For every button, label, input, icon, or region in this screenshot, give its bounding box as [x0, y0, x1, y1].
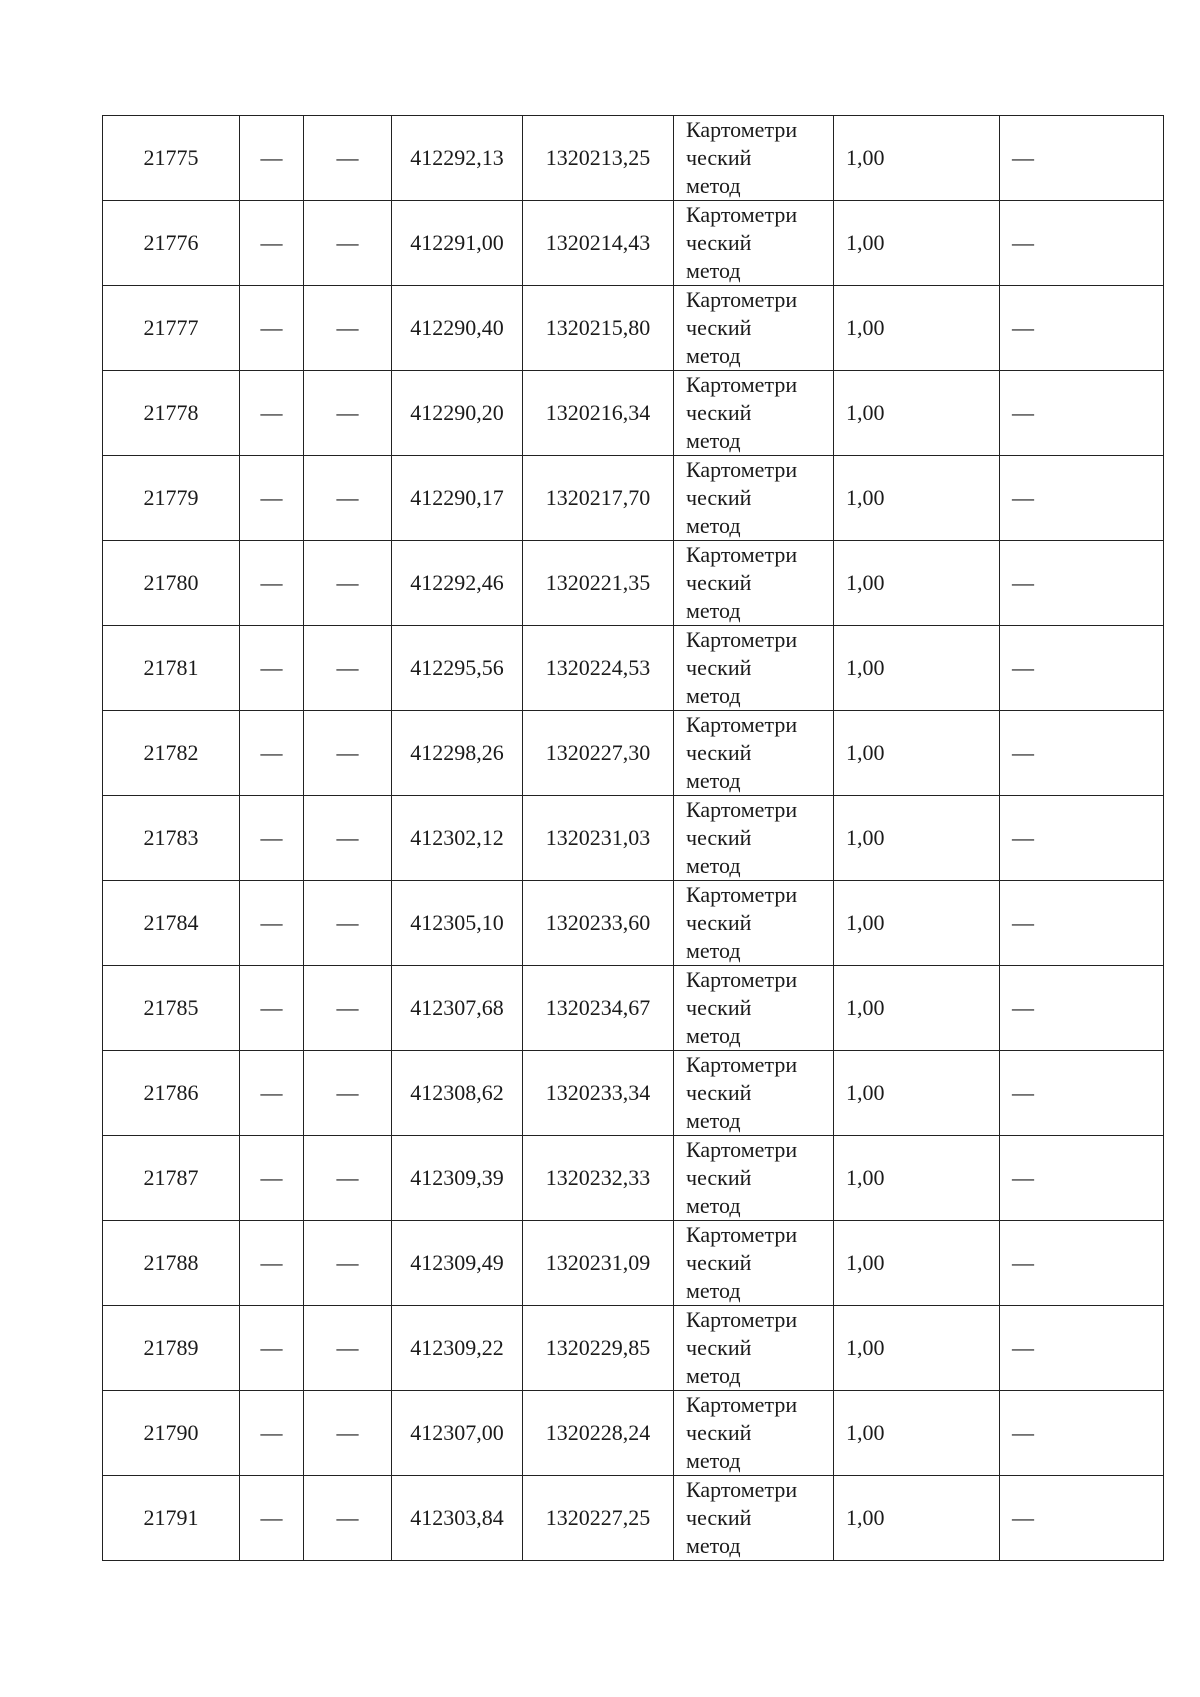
accuracy-cell: 1,00 [834, 286, 1000, 371]
method-text-line: ческий [686, 1080, 752, 1105]
point-number-cell: 21784 [103, 881, 240, 966]
point-number-cell: 21786 [103, 1051, 240, 1136]
y-coordinate-cell: 1320224,53 [523, 626, 674, 711]
method-text-line: метод [686, 938, 741, 963]
description-cell: — [1000, 371, 1164, 456]
method-cell [674, 286, 834, 371]
table-row [103, 116, 1164, 201]
method-cell [674, 796, 834, 881]
y-coordinate-cell: 1320228,24 [523, 1391, 674, 1476]
y-coordinate-cell: 1320213,25 [523, 116, 674, 201]
empty-x-cell: — [240, 1306, 304, 1391]
method-text-line: ческий [686, 1505, 752, 1530]
accuracy-cell: 1,00 [834, 1476, 1000, 1561]
point-number-cell: 21775 [103, 116, 240, 201]
method-cell [674, 201, 834, 286]
description-cell: — [1000, 881, 1164, 966]
accuracy-cell: 1,00 [834, 1391, 1000, 1476]
table-row [103, 626, 1164, 711]
y-coordinate-cell: 1320232,33 [523, 1136, 674, 1221]
table-row [103, 201, 1164, 286]
method-text-line: Картометри [686, 627, 798, 652]
description-cell: — [1000, 201, 1164, 286]
y-coordinate-cell: 1320217,70 [523, 456, 674, 541]
point-number-cell: 21779 [103, 456, 240, 541]
method-cell [674, 116, 834, 201]
table-row [103, 371, 1164, 456]
coordinates-table [102, 115, 1164, 1561]
empty-y-cell: — [304, 626, 392, 711]
table-row [103, 1391, 1164, 1476]
point-number-cell: 21783 [103, 796, 240, 881]
table-row [103, 1051, 1164, 1136]
table-row [103, 881, 1164, 966]
empty-x-cell: — [240, 1391, 304, 1476]
empty-x-cell: — [240, 201, 304, 286]
method-text-line: ческий [686, 570, 752, 595]
method-cell [674, 1221, 834, 1306]
method-text-line: Картометри [686, 1137, 798, 1162]
table-row [103, 1136, 1164, 1221]
description-cell: — [1000, 116, 1164, 201]
empty-x-cell: — [240, 711, 304, 796]
point-number-cell: 21790 [103, 1391, 240, 1476]
table-row [103, 966, 1164, 1051]
method-text-line: метод [686, 598, 741, 623]
empty-y-cell: — [304, 1306, 392, 1391]
accuracy-cell: 1,00 [834, 881, 1000, 966]
method-cell [674, 541, 834, 626]
description-cell: — [1000, 1306, 1164, 1391]
method-cell [674, 626, 834, 711]
method-cell [674, 1476, 834, 1561]
empty-y-cell: — [304, 966, 392, 1051]
method-text-line: ческий [686, 655, 752, 680]
y-coordinate-cell: 1320214,43 [523, 201, 674, 286]
method-cell [674, 711, 834, 796]
method-text-line: метод [686, 1448, 741, 1473]
point-number-cell: 21777 [103, 286, 240, 371]
x-coordinate-cell: 412290,40 [392, 286, 523, 371]
method-cell [674, 456, 834, 541]
description-cell: — [1000, 456, 1164, 541]
method-text-line: Картометри [686, 372, 798, 397]
method-text-line: метод [686, 258, 741, 283]
description-cell: — [1000, 1221, 1164, 1306]
accuracy-cell: 1,00 [834, 1136, 1000, 1221]
x-coordinate-cell: 412309,49 [392, 1221, 523, 1306]
y-coordinate-cell: 1320227,25 [523, 1476, 674, 1561]
method-text-line: Картометри [686, 117, 798, 142]
y-coordinate-cell: 1320233,34 [523, 1051, 674, 1136]
accuracy-cell: 1,00 [834, 796, 1000, 881]
description-cell: — [1000, 1476, 1164, 1561]
method-text-line: Картометри [686, 542, 798, 567]
empty-x-cell: — [240, 541, 304, 626]
accuracy-cell: 1,00 [834, 541, 1000, 626]
method-text-line: ческий [686, 825, 752, 850]
table-row [103, 1306, 1164, 1391]
description-cell: — [1000, 1051, 1164, 1136]
accuracy-cell: 1,00 [834, 626, 1000, 711]
table-row [103, 711, 1164, 796]
method-text-line: ческий [686, 315, 752, 340]
method-text-line: ческий [686, 1335, 752, 1360]
point-number-cell: 21785 [103, 966, 240, 1051]
method-text-line: Картометри [686, 967, 798, 992]
accuracy-cell: 1,00 [834, 966, 1000, 1051]
table-row [103, 1221, 1164, 1306]
y-coordinate-cell: 1320233,60 [523, 881, 674, 966]
y-coordinate-cell: 1320234,67 [523, 966, 674, 1051]
y-coordinate-cell: 1320215,80 [523, 286, 674, 371]
y-coordinate-cell: 1320227,30 [523, 711, 674, 796]
empty-x-cell: — [240, 1051, 304, 1136]
method-text-line: метод [686, 683, 741, 708]
empty-y-cell: — [304, 201, 392, 286]
method-text-line: метод [686, 1023, 741, 1048]
method-text-line: метод [686, 1278, 741, 1303]
x-coordinate-cell: 412308,62 [392, 1051, 523, 1136]
empty-y-cell: — [304, 1136, 392, 1221]
method-text-line: метод [686, 1108, 741, 1133]
x-coordinate-cell: 412290,20 [392, 371, 523, 456]
x-coordinate-cell: 412305,10 [392, 881, 523, 966]
accuracy-cell: 1,00 [834, 711, 1000, 796]
x-coordinate-cell: 412302,12 [392, 796, 523, 881]
empty-y-cell: — [304, 711, 392, 796]
method-text-line: Картометри [686, 882, 798, 907]
accuracy-cell: 1,00 [834, 371, 1000, 456]
empty-x-cell: — [240, 286, 304, 371]
x-coordinate-cell: 412291,00 [392, 201, 523, 286]
description-cell: — [1000, 796, 1164, 881]
method-text-line: Картометри [686, 712, 798, 737]
method-text-line: ческий [686, 485, 752, 510]
method-text-line: ческий [686, 1420, 752, 1445]
method-text-line: Картометри [686, 1477, 798, 1502]
accuracy-cell: 1,00 [834, 1306, 1000, 1391]
y-coordinate-cell: 1320231,09 [523, 1221, 674, 1306]
x-coordinate-cell: 412298,26 [392, 711, 523, 796]
empty-y-cell: — [304, 1051, 392, 1136]
table-row [103, 286, 1164, 371]
method-text-line: метод [686, 513, 741, 538]
x-coordinate-cell: 412292,13 [392, 116, 523, 201]
y-coordinate-cell: 1320229,85 [523, 1306, 674, 1391]
x-coordinate-cell: 412292,46 [392, 541, 523, 626]
empty-y-cell: — [304, 796, 392, 881]
method-text-line: метод [686, 1193, 741, 1218]
empty-y-cell: — [304, 1391, 392, 1476]
empty-y-cell: — [304, 371, 392, 456]
empty-y-cell: — [304, 286, 392, 371]
x-coordinate-cell: 412303,84 [392, 1476, 523, 1561]
empty-x-cell: — [240, 1221, 304, 1306]
empty-x-cell: — [240, 966, 304, 1051]
empty-y-cell: — [304, 1476, 392, 1561]
empty-y-cell: — [304, 456, 392, 541]
method-text-line: Картометри [686, 1307, 798, 1332]
point-number-cell: 21782 [103, 711, 240, 796]
method-text-line: Картометри [686, 287, 798, 312]
method-text-line: метод [686, 173, 741, 198]
point-number-cell: 21789 [103, 1306, 240, 1391]
description-cell: — [1000, 286, 1164, 371]
empty-x-cell: — [240, 1476, 304, 1561]
accuracy-cell: 1,00 [834, 201, 1000, 286]
method-cell [674, 1306, 834, 1391]
method-text-line: метод [686, 768, 741, 793]
empty-y-cell: — [304, 541, 392, 626]
empty-x-cell: — [240, 626, 304, 711]
y-coordinate-cell: 1320231,03 [523, 796, 674, 881]
method-text-line: ческий [686, 145, 752, 170]
point-number-cell: 21780 [103, 541, 240, 626]
y-coordinate-cell: 1320216,34 [523, 371, 674, 456]
empty-x-cell: — [240, 116, 304, 201]
x-coordinate-cell: 412307,68 [392, 966, 523, 1051]
description-cell: — [1000, 541, 1164, 626]
table-body [103, 116, 1164, 1561]
x-coordinate-cell: 412307,00 [392, 1391, 523, 1476]
x-coordinate-cell: 412309,22 [392, 1306, 523, 1391]
method-cell [674, 1051, 834, 1136]
method-text-line: ческий [686, 1165, 752, 1190]
description-cell: — [1000, 966, 1164, 1051]
method-text-line: ческий [686, 230, 752, 255]
method-text-line: ческий [686, 1250, 752, 1275]
description-cell: — [1000, 626, 1164, 711]
method-text-line: метод [686, 343, 741, 368]
method-cell [674, 1136, 834, 1221]
method-text-line: ческий [686, 400, 752, 425]
point-number-cell: 21788 [103, 1221, 240, 1306]
empty-x-cell: — [240, 881, 304, 966]
empty-x-cell: — [240, 796, 304, 881]
method-text-line: Картометри [686, 1222, 798, 1247]
accuracy-cell: 1,00 [834, 116, 1000, 201]
method-text-line: ческий [686, 995, 752, 1020]
method-cell [674, 1391, 834, 1476]
empty-x-cell: — [240, 1136, 304, 1221]
method-text-line: Картометри [686, 1052, 798, 1077]
table-row [103, 541, 1164, 626]
method-text-line: метод [686, 853, 741, 878]
description-cell: — [1000, 711, 1164, 796]
description-cell: — [1000, 1136, 1164, 1221]
method-text-line: метод [686, 1363, 741, 1388]
point-number-cell: 21778 [103, 371, 240, 456]
table-row [103, 1476, 1164, 1561]
description-cell: — [1000, 1391, 1164, 1476]
point-number-cell: 21781 [103, 626, 240, 711]
x-coordinate-cell: 412290,17 [392, 456, 523, 541]
table-row [103, 796, 1164, 881]
method-text-line: метод [686, 1533, 741, 1558]
accuracy-cell: 1,00 [834, 456, 1000, 541]
point-number-cell: 21776 [103, 201, 240, 286]
method-cell [674, 371, 834, 456]
method-text-line: ческий [686, 910, 752, 935]
y-coordinate-cell: 1320221,35 [523, 541, 674, 626]
table-row [103, 456, 1164, 541]
x-coordinate-cell: 412295,56 [392, 626, 523, 711]
method-text-line: Картометри [686, 202, 798, 227]
point-number-cell: 21787 [103, 1136, 240, 1221]
method-cell [674, 966, 834, 1051]
method-text-line: Картометри [686, 457, 798, 482]
accuracy-cell: 1,00 [834, 1221, 1000, 1306]
method-text-line: ческий [686, 740, 752, 765]
point-number-cell: 21791 [103, 1476, 240, 1561]
method-cell [674, 881, 834, 966]
empty-y-cell: — [304, 116, 392, 201]
method-text-line: Картометри [686, 797, 798, 822]
accuracy-cell: 1,00 [834, 1051, 1000, 1136]
method-text-line: Картометри [686, 1392, 798, 1417]
empty-x-cell: — [240, 456, 304, 541]
method-text-line: метод [686, 428, 741, 453]
empty-x-cell: — [240, 371, 304, 456]
empty-y-cell: — [304, 881, 392, 966]
x-coordinate-cell: 412309,39 [392, 1136, 523, 1221]
empty-y-cell: — [304, 1221, 392, 1306]
